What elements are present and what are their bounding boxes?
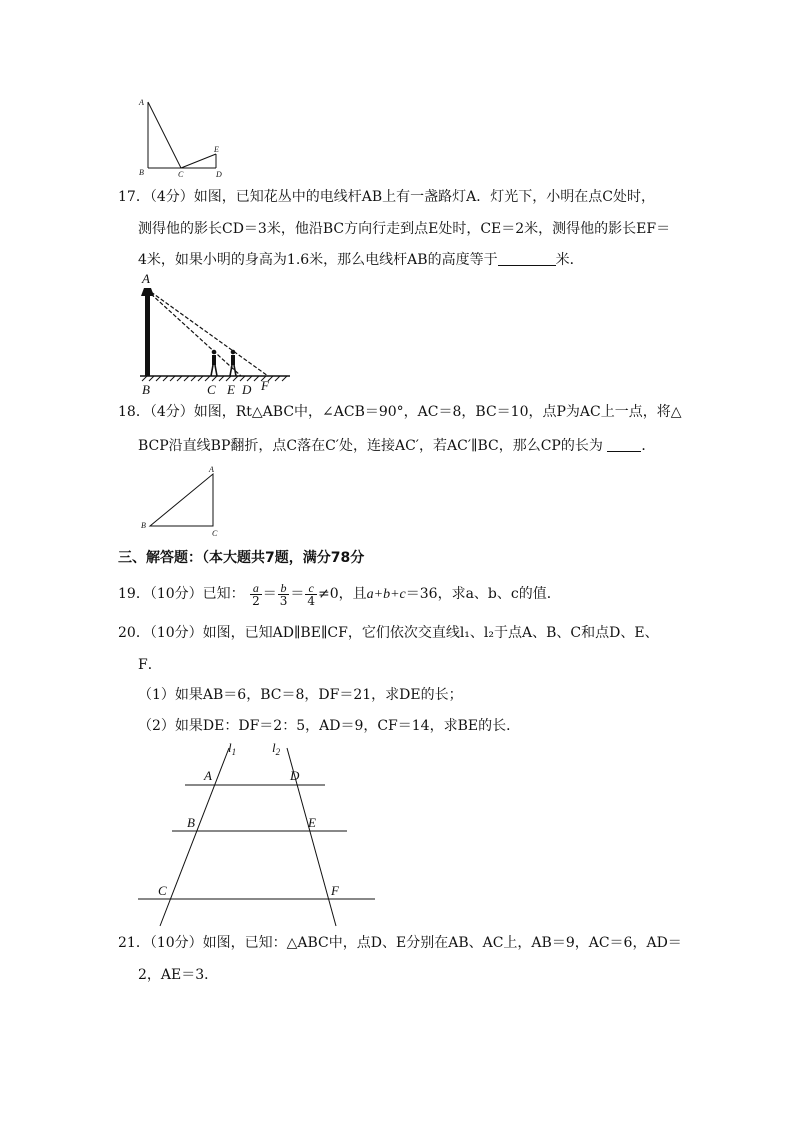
label-b: B	[142, 382, 150, 397]
frac-den: 2	[252, 593, 260, 608]
light-ray-f	[151, 292, 268, 376]
person-at-e-icon	[230, 350, 236, 376]
q20-line-1: 20．（10分）如图，已知AD∥BE∥CF，它们依次交直线l₁、l₂于点A、B、C和点D、E、	[118, 625, 659, 641]
label-b: B	[187, 815, 195, 830]
label-c: C	[207, 382, 216, 397]
light-ray-c	[151, 294, 241, 376]
frac-num: b	[278, 582, 290, 595]
q19-rest: ＝36，求a、b、c的值．	[405, 586, 561, 602]
figure-q16	[136, 94, 236, 178]
q19-sum: a+b+c	[366, 587, 406, 602]
label-e: E	[227, 382, 235, 397]
segment-ac	[148, 102, 181, 168]
label-a: A	[204, 768, 212, 783]
fraction-b-over-3	[278, 582, 290, 607]
equals: ＝	[290, 586, 305, 602]
label-l2: $l_2$	[272, 740, 281, 757]
label-d: D	[216, 170, 222, 178]
equals: ＝	[262, 586, 277, 602]
q21-line-1: 21．（10分）如图，已知：△ABC中，点D、E分别在AB、AC上，AB＝9，AC＝6，AD＝	[118, 935, 682, 951]
frac-den: 4	[307, 593, 316, 608]
label-f: F	[331, 883, 339, 898]
q20-line-3: （1）如果AB＝6，BC＝8，DF＝21，求DE的长；	[138, 687, 463, 703]
frac-num: c	[305, 582, 317, 595]
fraction-a-over-2	[250, 582, 262, 607]
q17-line-3-end: 米．	[555, 252, 584, 268]
label-c: C	[212, 529, 218, 538]
person-at-c-icon	[211, 350, 217, 376]
q19-line	[118, 580, 561, 609]
q17-line-2: 测得他的影长CD＝3米，他沿BC方向行走到点E处时，CE＝2米，测得他的影长EF＝	[138, 221, 671, 237]
label-l1: $l_1$	[228, 740, 237, 757]
fraction-c-over-4	[305, 582, 317, 607]
q21-line-2: 2，AE＝3．	[138, 967, 219, 983]
figure-q17-streetlamp	[134, 272, 294, 398]
q20-line-2: F．	[138, 657, 162, 673]
q17-line-3	[138, 250, 584, 270]
label-d: D	[242, 382, 252, 397]
lamp-pole	[145, 296, 150, 376]
label-c: C	[178, 170, 184, 178]
q17-line-1: 17．（4分）如图，已知花丛中的电线杆AB上有一盏路灯A．灯光下，小明在点C处时，	[118, 189, 655, 205]
label-b: B	[139, 168, 144, 177]
q19-neq: ≠0，且	[318, 586, 367, 602]
q18-line-2-end: ．	[641, 438, 656, 454]
q18-line-1: 18．（4分）如图，Rt△ABC中，∠ACB＝90°，AC＝8，BC＝10，点P为AC上一点，将△	[118, 404, 682, 420]
triangle-abc	[150, 474, 213, 526]
label-f: F	[261, 378, 269, 393]
figure-q20-parallel-lines	[135, 738, 380, 930]
label-a: A	[209, 465, 214, 474]
q17-line-3-text: 4米，如果小明的身高为1.6米，那么电线杆AB的高度等于	[138, 252, 498, 268]
answer-blank-q18[interactable]	[607, 437, 641, 452]
q19-prefix: 19．（10分）已知：	[118, 586, 245, 602]
q18-line-2-text: BCP沿直线BP翻折，点C落在C′处，连接AC′，若AC′∥BC，那么CP的长为	[138, 438, 603, 454]
frac-den: 3	[279, 593, 288, 608]
q18-line-2	[138, 436, 655, 456]
label-e: E	[308, 815, 316, 830]
label-a: A	[142, 272, 150, 286]
label-d: D	[290, 768, 300, 783]
label-c: C	[158, 883, 167, 898]
answer-blank-q17[interactable]	[498, 251, 556, 266]
section-heading: 三、解答题：（本大题共7题，满分78分	[118, 550, 365, 566]
label-b: B	[141, 521, 146, 530]
figure-q18-triangle	[138, 464, 228, 542]
frac-num: a	[250, 582, 262, 595]
label-a: A	[139, 98, 144, 107]
segment-ce	[181, 154, 216, 168]
q20-line-4: （2）如果DE：DF＝2：5，AD＝9，CF＝14，求BE的长．	[138, 718, 521, 734]
label-e: E	[214, 145, 219, 154]
